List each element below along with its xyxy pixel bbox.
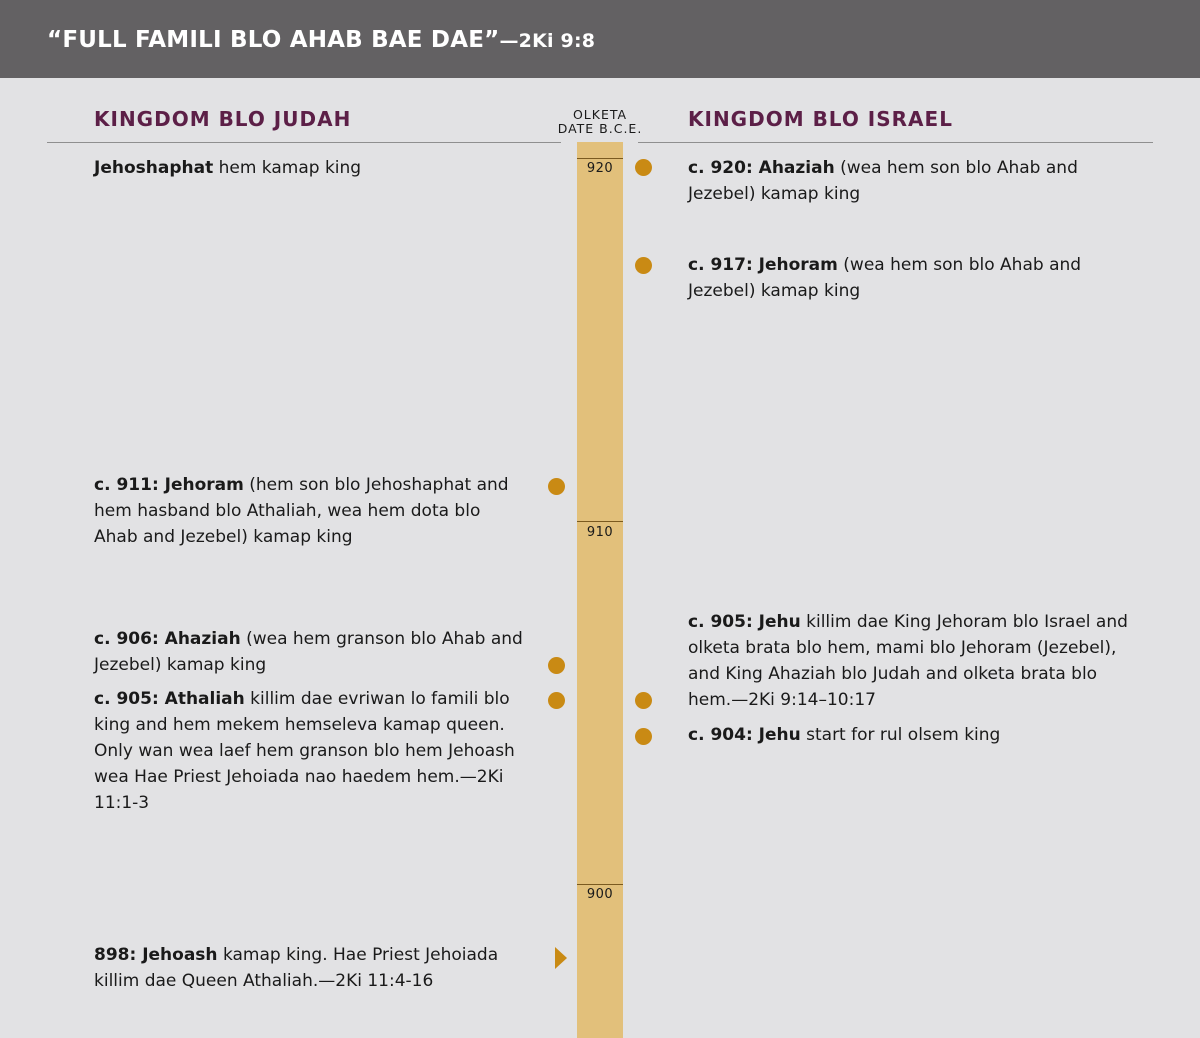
page-title [47,27,595,53]
entry-name: Jehu [758,612,801,632]
entry-date: c. 905: [94,689,165,709]
tick-920-label: 920 [586,161,614,176]
entry-date: c. 905: [688,612,759,632]
israel-marker-917 [635,257,652,274]
israel-heading: KINGDOM BLO ISRAEL [688,107,953,131]
israel-entry [688,609,1133,713]
entry-text: (hem son blo Jehoshaphat and hem hasband blo Athaliah, wea hem dota blo Ahab and Jezebel) kamap king [94,475,509,547]
entry-text: killim dae King Jehoram blo Israel and olketa brata blo hem, mami blo Jehoram (Jezebel), and King Ahaziah blo Judah and olketa brata blo hem.—2Ki 9:14–10:17 [688,612,1128,710]
israel-entry [688,155,1133,207]
judah-entry [94,155,524,181]
judah-heading: KINGDOM BLO JUDAH [94,107,352,131]
judah-arrow-898 [555,947,567,969]
dates-heading [553,108,647,136]
entry-text: (wea hem son blo Ahab and Jezebel) kamap king [688,158,1078,204]
entry-name: Jehoash [142,945,218,965]
entry-name: Ahaziah [758,158,835,178]
entry-text: start for rul olsem king [800,725,1001,745]
judah-marker-905 [548,692,565,709]
judah-heading-rule [47,142,561,143]
entry-date: c. 917: [688,255,759,275]
israel-marker-920 [635,159,652,176]
judah-entry [94,942,524,994]
entry-name: Jehu [758,725,801,745]
israel-heading-rule [638,142,1153,143]
dates-heading-line2: DATE B.C.E. [557,121,643,136]
title-reference: —2Ki 9:8 [499,30,596,52]
tick-910-line [577,521,623,522]
entry-name: Jehoram [758,255,838,275]
judah-marker-911 [548,478,565,495]
judah-marker-906 [548,657,565,674]
entry-date: c. 904: [688,725,759,745]
entry-date: c. 911: [94,475,165,495]
israel-marker-905 [635,692,652,709]
entry-text: killim dae evriwan lo famili blo king and hem mekem hemseleva kamap queen. Only wan wea laef hem granson blo hem Jehoash wea Hae Priest Jehoiada nao haedem hem.—2Ki 11:1-3 [94,689,515,813]
entry-text: kamap king. Hae Priest Jehoiada killim dae Queen Athaliah.—2Ki 11:4-16 [94,945,499,991]
israel-entry [688,252,1133,304]
dates-heading-line1: OLKETA [572,107,628,122]
israel-entry [688,722,1133,748]
tick-900-line [577,884,623,885]
title-text: “FULL FAMILI BLO AHAB BAE DAE” [47,27,500,53]
tick-920-line [577,158,623,159]
entry-text: (wea hem granson blo Ahab and Jezebel) kamap king [94,629,523,675]
entry-name: Athaliah [164,689,245,709]
entry-text: hem kamap king [213,158,362,178]
entry-name: Jehoshaphat [94,158,214,178]
entry-name: Ahaziah [164,629,241,649]
entry-date: c. 906: [94,629,165,649]
judah-entry [94,686,524,816]
entry-date: 898: [94,945,143,965]
entry-name: Jehoram [164,475,244,495]
entry-date: c. 920: [688,158,759,178]
tick-900-label: 900 [586,887,614,902]
israel-marker-904 [635,728,652,745]
timeline-band [577,142,623,1038]
judah-entry [94,472,524,550]
entry-text: (wea hem son blo Ahab and Jezebel) kamap king [688,255,1082,301]
judah-entry [94,626,524,678]
tick-910-label: 910 [586,525,614,540]
